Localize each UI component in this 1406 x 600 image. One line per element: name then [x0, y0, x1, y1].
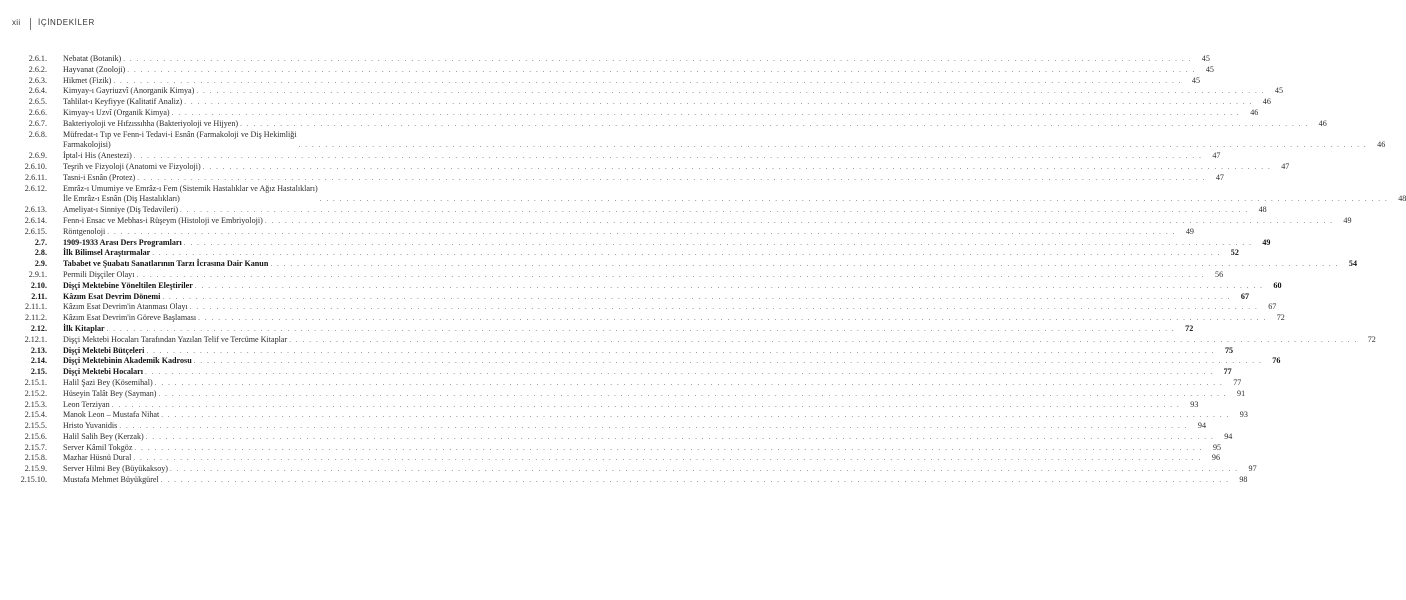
toc-entry-number: 2.6.2.: [28, 64, 47, 74]
table-of-contents: [0, 54, 1406, 486]
toc-entry-number: 2.6.4.: [28, 86, 47, 96]
toc-dot-leader: . . . . . . . . . . . . . . . . . . . . . . . . . . . . . . . . . . . . . . . . . . . . . . . . . . . . . . . . . . . . . . . . . . . . . . . . . . . . . . . . . . . . . . . . . . . . . . . . . . . . . . . . . . . . . . . . . . . . . . . . . . . . . . . . . . . . . . . . . . . . . . . . . . . . . . . . . . . . . . . .: [180, 206, 1249, 215]
toc-entry-title: Kâzım Esat Devrim'in Atanması Olayı: [63, 302, 188, 312]
toc-entry-title: İptal-i His (Anestezi): [63, 151, 132, 161]
toc-entry-page: 76: [1272, 356, 1281, 366]
toc-entry: [0, 475, 1248, 486]
toc-entry: [0, 205, 1267, 216]
toc-entry-number: 2.15.3.: [24, 399, 47, 409]
toc-entry-page: 46: [1318, 118, 1327, 128]
toc-entry-number: 2.11.2.: [25, 313, 47, 323]
toc-entry-page: 56: [1215, 269, 1224, 279]
toc-entry: [0, 129, 1386, 152]
running-header: [12, 18, 422, 32]
toc-entry-number: 2.14.: [30, 356, 47, 366]
toc-entry-number: 2.6.3.: [28, 75, 47, 85]
toc-entry-page: 49: [1185, 226, 1194, 236]
toc-entry-number: 2.15.2.: [24, 388, 47, 398]
toc-dot-leader: . . . . . . . . . . . . . . . . . . . . . . . . . . . . . . . . . . . . . . . . . . . . . . . . . . . . . . . . . . . . . . . . . . . . . . . . . . . . . . . . . . . . . . . . . . . . . . . . . . . . . . . . . . . . . . . . . . . . . . . . . . . . . . . . . . . . . . . . . . . . . . . . . . . . . . . . . . . . . . . .: [106, 324, 1176, 333]
toc-entry-number: 2.6.7.: [28, 118, 47, 128]
toc-dot-leader: . . . . . . . . . . . . . . . . . . . . . . . . . . . . . . . . . . . . . . . . . . . . . . . . . . . . . . . . . . . . . . . . . . . . . . . . . . . . . . . . . . . . . . . . . . . . . . . . . . . . . . . . . . . . . . . . . . . . . . . . . . . . . . . . . . . . . . . . . . . . . . . . . . . . . . . . . . . . . . . .: [189, 303, 1259, 312]
toc-entry: [0, 259, 1357, 270]
toc-entry-number: 2.15.1.: [24, 377, 47, 387]
toc-dot-leader: . . . . . . . . . . . . . . . . . . . . . . . . . . . . . . . . . . . . . . . . . . . . . . . . . . . . . . . . . . . . . . . . . . . . . . . . . . . . . . . . . . . . . . . . . . . . . . . . . . . . . . . . . . . . . . . . . . . . . . . . . . . . . . . . . . . . . . . . . . . . . . . . . . . . . . . . . . . . . . . .: [152, 249, 1221, 258]
toc-entry-page: 45: [1201, 54, 1210, 63]
toc-entry-number: 2.7.: [34, 237, 47, 247]
toc-dot-leader: . . . . . . . . . . . . . . . . . . . . . . . . . . . . . . . . . . . . . . . . . . . . . . . . . . . . . . . . . . . . . . . . . . . . . . . . . . . . . . . . . . . . . . . . . . . . . . . . . . . . . . . . . . . . . . . . . . . . . . . . . . . . . . . . . . . . . . . . . . . . . . . . . . . . . . . . . . . . . . . .: [137, 173, 1206, 182]
toc-entry-title: Halil Şazi Bey (Kösemihal): [63, 377, 153, 387]
toc-entry-page: 48: [1398, 194, 1406, 204]
toc-entry-title: Permili Dişçiler Olayı: [63, 269, 135, 279]
toc-dot-leader: . . . . . . . . . . . . . . . . . . . . . . . . . . . . . . . . . . . . . . . . . . . . . . . . . . . . . . . . . . . . . . . . . . . . . . . . . . . . . . . . . . . . . . . . . . . . . . . . . . . . . . . . . . . . . . . . . . . . . . . . . . . . . . . . . . . . . . . . . . . . . . . . . . . . . . . . . . . . . . . .: [145, 368, 1214, 377]
toc-entry-page: 96: [1211, 453, 1220, 463]
toc-dot-leader: . . . . . . . . . . . . . . . . . . . . . . . . . . . . . . . . . . . . . . . . . . . . . . . . . . . . . . . . . . . . . . . . . . . . . . . . . . . . . . . . . . . . . . . . . . . . . . . . . . . . . . . . . . . . . . . . . . . . . . . . . . . . . . . . . . . . . . . . . . . . . . . . . . . . . . . . . . . . . . . .: [184, 98, 1253, 107]
toc-entry-page: 49: [1343, 215, 1352, 225]
toc-entry-title: Emrâz-ı Umumiye ve Emrâz-ı Fem (Sistemik Hastalıklar ve Ağız Hastalıkları): [63, 183, 318, 193]
toc-entry: [0, 248, 1239, 259]
toc-entry: [0, 377, 1242, 389]
toc-entry: [0, 399, 1199, 411]
toc-entry-number: 2.15.8.: [24, 453, 47, 463]
toc-entry-title: Bakteriyoloji ve Hıfzıssıhha (Bakteriyoloji ve Hijyen): [63, 118, 239, 128]
toc-entry-number: 2.11.: [31, 291, 47, 301]
toc-entry-number: 2.10.: [30, 280, 47, 290]
toc-dot-leader: . . . . . . . . . . . . . . . . . . . . . . . . . . . . . . . . . . . . . . . . . . . . . . . . . . . . . . . . . . . . . . . . . . . . . . . . . . . . . . . . . . . . . . . . . . . . . . . . . . . . . . . . . . . . . . . . . . . . . . . . . . . . . . . . . . . . . . . . . . . . . . . . . . . . . . . . . . . . . . . .: [136, 270, 1206, 279]
toc-entry: [0, 431, 1233, 443]
toc-entry-number: 2.6.13.: [24, 205, 47, 215]
toc-entry: [0, 302, 1277, 313]
toc-entry-title: Kâzım Esat Devrim Dönemi: [63, 291, 161, 301]
toc-dot-leader: . . . . . . . . . . . . . . . . . . . . . . . . . . . . . . . . . . . . . . . . . . . . . . . . . . . . . . . . . . . . . . . . . . . . . . . . . . . . . . . . . . . . . . . . . . . . . . . . . . . . . . . . . . . . . . . . . . . . . . . . . . . . . . . . . . . . . . . . . . . . . . . . . . . . . . . . . . . . . . . .: [183, 238, 1253, 247]
toc-entry: [0, 313, 1285, 324]
toc-entry-page: 67: [1240, 291, 1249, 301]
toc-dot-leader: . . . . . . . . . . . . . . . . . . . . . . . . . . . . . . . . . . . . . . . . . . . . . . . . . . . . . . . . . . . . . . . . . . . . . . . . . . . . . . . . . . . . . . . . . . . . . . . . . . . . . . . . . . . . . . . . . . . . . . . . . . . . . . . . . . . . . . . . . . . . . . . . . . . . . . . . . . . . . . . .: [270, 260, 1339, 269]
toc-dot-leader: . . . . . . . . . . . . . . . . . . . . . . . . . . . . . . . . . . . . . . . . . . . . . . . . . . . . . . . . . . . . . . . . . . . . . . . . . . . . . . . . . . . . . . . . . . . . . . . . . . . . . . . . . . . . . . . . . . . . . . . . . . . . . . . . . . . . . . . . . . . . . . . . . . . . . . . . . . . . . . . .: [133, 152, 1203, 161]
toc-entry: [0, 183, 1406, 206]
toc-dot-leader: . . . . . . . . . . . . . . . . . . . . . . . . . . . . . . . . . . . . . . . . . . . . . . . . . . . . . . . . . . . . . . . . . . . . . . . . . . . . . . . . . . . . . . . . . . . . . . . . . . . . . . . . . . . . . . . . . . . . . . . . . . . . . . . . . . . . . . . . . . . . . . . . . . . . . . . . . . . . . . . .: [264, 216, 1334, 225]
toc-dot-leader: . . . . . . . . . . . . . . . . . . . . . . . . . . . . . . . . . . . . . . . . . . . . . . . . . . . . . . . . . . . . . . . . . . . . . . . . . . . . . . . . . . . . . . . . . . . . . . . . . . . . . . . . . . . . . . . . . . . . . . . . . . . . . . . . . . . . . . . . . . . . . . . . . . . . . . . . . . . . . . . .: [162, 292, 1231, 301]
header-divider: [30, 18, 31, 30]
toc-entry-number: 2.15.10.: [20, 475, 47, 485]
toc-entry: [0, 345, 1234, 357]
toc-entry-title: İlk Kitaplar: [63, 323, 105, 333]
toc-dot-leader: . . . . . . . . . . . . . . . . . . . . . . . . . . . . . . . . . . . . . . . . . . . . . . . . . . . . . . . . . . . . . . . . . . . . . . . . . . . . . . . . . . . . . . . . . . . . . . . . . . . . . . . . . . . . . . . . . . . . . . . . . . . . . . . . . . . . . . . . . . . . . . . . . . . . . . . . . . . . . . . .: [113, 76, 1182, 85]
toc-entry-page: 77: [1223, 367, 1232, 377]
toc-entry-page: 97: [1248, 464, 1257, 474]
toc-entry: [0, 86, 1283, 97]
toc-entry: [0, 269, 1224, 281]
toc-entry: [0, 464, 1257, 475]
toc-dot-leader: . . . . . . . . . . . . . . . . . . . . . . . . . . . . . . . . . . . . . . . . . . . . . . . . . . . . . . . . . . . . . . . . . . . . . . . . . . . . . . . . . . . . . . . . . . . . . . . . . . . . . . . . . . . . . . . . . . . . . . . . . . . . . . . . . . . . . . . . . . . . . . . . . . . . . . . . . . . . . . . .: [171, 108, 1241, 117]
toc-entry-number: 2.15.9.: [24, 464, 47, 474]
toc-entry-page: 54: [1348, 259, 1357, 269]
toc-entry-number: 2.6.6.: [28, 107, 47, 117]
toc-dot-leader: . . . . . . . . . . . . . . . . . . . . . . . . . . . . . . . . . . . . . . . . . . . . . . . . . . . . . . . . . . . . . . . . . . . . . . . . . . . . . . . . . . . . . . . . . . . . . . . . . . . . . . . . . . . . . . . . . . . . . . . . . . . . . . . . . . . . . . . . . . . . . . . . . . . . . . . . . . . . . . . .: [158, 389, 1228, 398]
toc-entry-number: 2.11.1.: [25, 302, 47, 312]
toc-entry: [0, 334, 1376, 346]
toc-entry: [0, 237, 1271, 249]
toc-dot-leader: . . . . . . . . . . . . . . . . . . . . . . . . . . . . . . . . . . . . . . . . . . . . . . . . . . . . . . . . . . . . . . . . . . . . . . . . . . . . . . . . . . . . . . . . . . . . . . . . . . . . . . . . . . . . . . . . . . . . . . . . . . . . . . . . . . . . . . . . . . . . . . . . . . . . . . . . . . . . . . . .: [160, 476, 1230, 485]
toc-entry-page: 94: [1197, 421, 1206, 431]
toc-entry-page: 72: [1276, 313, 1285, 323]
toc-entry: [0, 161, 1290, 173]
toc-dot-leader: . . . . . . . . . . . . . . . . . . . . . . . . . . . . . . . . . . . . . . . . . . . . . . . . . . . . . . . . . . . . . . . . . . . . . . . . . . . . . . . . . . . . . . . . . . . . . . . . . . . . . . . . . . . . . . . . . . . . . . . . . . . . . . . . . . . . . . . . . . . . . . . . . . . . . . . . . . . . . . . .: [202, 162, 1272, 171]
toc-dot-leader: . . . . . . . . . . . . . . . . . . . . . . . . . . . . . . . . . . . . . . . . . . . . . . . . . . . . . . . . . . . . . . . . . . . . . . . . . . . . . . . . . . . . . . . . . . . . . . . . . . . . . . . . . . . . . . . . . . . . . . . . . . . . . . . . . . . . . . . . . . . . . . . . . . . . . . . . . . . . . . . .: [107, 227, 1176, 236]
toc-entry-title: Hüseyin Talât Bey (Sayman): [63, 388, 157, 398]
toc-entry-page: 49: [1262, 237, 1271, 247]
toc-entry-number: 2.9.: [34, 259, 47, 269]
toc-entry-title: Kimyay-ı Gayriuzvî (Anorganik Kimya): [63, 86, 195, 96]
toc-entry-number: 2.6.12.: [24, 183, 47, 193]
toc-entry-page: 45: [1205, 64, 1214, 74]
toc-dot-leader: . . . . . . . . . . . . . . . . . . . . . . . . . . . . . . . . . . . . . . . . . . . . . . . . . . . . . . . . . . . . . . . . . . . . . . . . . . . . . . . . . . . . . . . . . . . . . . . . . . . . . . . . . . . . . . . . . . . . . . . . . . . . . . . . . . . . . . . . . . . . . . . . . . . . . . . . . . . . . . . .: [319, 195, 1389, 204]
toc-entry: [0, 291, 1249, 303]
toc-entry-title: Tahlilat-ı Keyfiyye (Kalitatif Analiz): [63, 97, 183, 107]
toc-entry: [0, 410, 1248, 421]
toc-dot-leader: . . . . . . . . . . . . . . . . . . . . . . . . . . . . . . . . . . . . . . . . . . . . . . . . . . . . . . . . . . . . . . . . . . . . . . . . . . . . . . . . . . . . . . . . . . . . . . . . . . . . . . . . . . . . . . . . . . . . . . . . . . . . . . . . . . . . . . . . . . . . . . . . . . . . . . . . . . . . . . . .: [196, 87, 1265, 96]
toc-entry-number: 2.9.1.: [28, 269, 47, 279]
toc-entry-title: Farmakolojisi): [63, 140, 111, 150]
header-title: İÇİNDEKİLER: [38, 18, 95, 27]
toc-entry-title: Müfredat-ı Tıp ve Fenn-i Tedavi-i Esnân (Farmakoloji ve Diş Hekimliği: [63, 129, 297, 139]
toc-entry-title: İle Emrâz-ı Esnân (Diş Hastalıkları): [63, 194, 180, 204]
toc-entry: [0, 442, 1222, 454]
toc-entry-number: 2.12.: [30, 323, 47, 333]
toc-dot-leader: . . . . . . . . . . . . . . . . . . . . . . . . . . . . . . . . . . . . . . . . . . . . . . . . . . . . . . . . . . . . . . . . . . . . . . . . . . . . . . . . . . . . . . . . . . . . . . . . . . . . . . . . . . . . . . . . . . . . . . . . . . . . . . . . . . . . . . . . . . . . . . . . . . . . . . . . . . . . . . . .: [193, 357, 1263, 366]
toc-dot-leader: . . . . . . . . . . . . . . . . . . . . . . . . . . . . . . . . . . . . . . . . . . . . . . . . . . . . . . . . . . . . . . . . . . . . . . . . . . . . . . . . . . . . . . . . . . . . . . . . . . . . . . . . . . . . . . . . . . . . . . . . . . . . . . . . . . . . . . . . . . . . . . . . . . . . . . . . . . . . . . . .: [240, 119, 1309, 128]
toc-entry-page: 93: [1190, 399, 1199, 409]
toc-entry-page: 45: [1274, 86, 1283, 96]
toc-entry-page: 75: [1224, 345, 1234, 355]
toc-entry-number: 2.6.11.: [25, 172, 47, 182]
toc-dot-leader: . . . . . . . . . . . . . . . . . . . . . . . . . . . . . . . . . . . . . . . . . . . . . . . . . . . . . . . . . . . . . . . . . . . . . . . . . . . . . . . . . . . . . . . . . . . . . . . . . . . . . . . . . . . . . . . . . . . . . . . . . . . . . . . . . . . . . . . . . . . . . . . . . . . . . . . . . . . . . . . .: [111, 400, 1181, 409]
toc-entry-page: 95: [1212, 442, 1222, 452]
toc-dot-leader: . . . . . . . . . . . . . . . . . . . . . . . . . . . . . . . . . . . . . . . . . . . . . . . . . . . . . . . . . . . . . . . . . . . . . . . . . . . . . . . . . . . . . . . . . . . . . . . . . . . . . . . . . . . . . . . . . . . . . . . . . . . . . . . . . . . . . . . . . . . . . . . . . . . . . . . . . . . . . . . .: [169, 465, 1239, 474]
toc-entry-page: 77: [1233, 377, 1242, 387]
toc-entry: [0, 151, 1221, 162]
toc-entry: [0, 421, 1206, 432]
toc-dot-leader: . . . . . . . . . . . . . . . . . . . . . . . . . . . . . . . . . . . . . . . . . . . . . . . . . . . . . . . . . . . . . . . . . . . . . . . . . . . . . . . . . . . . . . . . . . . . . . . . . . . . . . . . . . . . . . . . . . . . . . . . . . . . . . . . . . . . . . . . . . . . . . . . . . . . . . . . . . . . . . . .: [161, 411, 1230, 420]
toc-entry-number: 2.8.: [34, 248, 47, 258]
toc-entry-title: Dişçi Mektebi Bütçeleri: [63, 345, 145, 355]
toc-dot-leader: . . . . . . . . . . . . . . . . . . . . . . . . . . . . . . . . . . . . . . . . . . . . . . . . . . . . . . . . . . . . . . . . . . . . . . . . . . . . . . . . . . . . . . . . . . . . . . . . . . . . . . . . . . . . . . . . . . . . . . . . . . . . . . . . . . . . . . . . . . . . . . . . . . . . . . . . . . . . . . . .: [123, 55, 1192, 63]
toc-entry-title: Dişçi Mektebi Hocaları: [63, 367, 144, 377]
toc-entry-page: 72: [1185, 323, 1194, 333]
toc-entry-title: Mustafa Mehmet Büyükgürel: [63, 475, 159, 485]
toc-entry-title: Dişçi Mektebine Yöneltilen Eleştiriler: [63, 280, 193, 290]
toc-entry-title: Dişçi Mektebi Hocaları Tarafından Yazılan Telif ve Tercüme Kitaplar: [63, 334, 288, 344]
toc-entry-page: 67: [1268, 302, 1277, 312]
toc-entry-title: Ameliyat-ı Sinniye (Diş Tedavileri): [63, 205, 179, 215]
toc-entry-title: Server Hilmi Bey (Büyükaksoy): [63, 464, 168, 474]
toc-entry-title: Mazhar Hüsnü Dural: [63, 453, 132, 463]
toc-dot-leader: . . . . . . . . . . . . . . . . . . . . . . . . . . . . . . . . . . . . . . . . . . . . . . . . . . . . . . . . . . . . . . . . . . . . . . . . . . . . . . . . . . . . . . . . . . . . . . . . . . . . . . . . . . . . . . . . . . . . . . . . . . . . . . . . . . . . . . . . . . . . . . . . . . . . . . . . . . . . . . . .: [198, 314, 1267, 323]
toc-entry-number: 2.15.6.: [24, 431, 47, 441]
toc-entry-number: 2.6.1.: [28, 54, 47, 63]
toc-entry-title: Manok Leon – Mustafa Nihat: [63, 410, 160, 420]
toc-entry-page: 72: [1367, 334, 1376, 344]
toc-entry-page: 46: [1262, 97, 1271, 107]
toc-entry-page: 45: [1191, 75, 1200, 85]
toc-entry: [0, 172, 1224, 184]
toc-entry-title: Nebatat (Botanik): [63, 54, 122, 63]
toc-entry-title: Kimyay-ı Uzvî (Organik Kimya): [63, 107, 170, 117]
toc-entry-page: 46: [1250, 107, 1259, 117]
toc-dot-leader: . . . . . . . . . . . . . . . . . . . . . . . . . . . . . . . . . . . . . . . . . . . . . . . . . . . . . . . . . . . . . . . . . . . . . . . . . . . . . . . . . . . . . . . . . . . . . . . . . . . . . . . . . . . . . . . . . . . . . . . . . . . . . . . . . . . . . . . . . . . . . . . . . . . . . . . . . . . . . . . .: [145, 432, 1215, 441]
toc-entry-title: Server Kâmil Tokgöz: [63, 442, 133, 452]
toc-dot-leader: . . . . . . . . . . . . . . . . . . . . . . . . . . . . . . . . . . . . . . . . . . . . . . . . . . . . . . . . . . . . . . . . . . . . . . . . . . . . . . . . . . . . . . . . . . . . . . . . . . . . . . . . . . . . . . . . . . . . . . . . . . . . . . . . . . . . . . . . . . . . . . . . . . . . . . . . . . . . . . . .: [289, 335, 1358, 344]
toc-entry-page: 48: [1258, 205, 1267, 215]
toc-entry-title: İlk Bilimsel Araştırmalar: [63, 248, 151, 258]
toc-entry-title: Leon Terziyan: [63, 399, 110, 409]
toc-dot-leader: . . . . . . . . . . . . . . . . . . . . . . . . . . . . . . . . . . . . . . . . . . . . . . . . . . . . . . . . . . . . . . . . . . . . . . . . . . . . . . . . . . . . . . . . . . . . . . . . . . . . . . . . . . . . . . . . . . . . . . . . . . . . . . . . . . . . . . . . . . . . . . . . . . . . . . . . . . . . . . . .: [134, 443, 1204, 452]
toc-entry-page: 47: [1215, 172, 1224, 182]
header-page-number: xii: [12, 18, 21, 27]
toc-entry-page: 60: [1273, 280, 1282, 290]
toc-entry-number: 2.13.: [30, 345, 47, 355]
toc-entry: [0, 226, 1194, 238]
toc-entry: [0, 75, 1200, 87]
toc-entry-page: 46: [1377, 140, 1386, 150]
toc-entry-number: 2.15.7.: [24, 442, 47, 452]
toc-entry: [0, 280, 1282, 292]
toc-entry-title: Tababet ve Şuabatı Sanatlarının Tarzı İcrasına Dair Kanun: [63, 259, 269, 269]
toc-dot-leader: . . . . . . . . . . . . . . . . . . . . . . . . . . . . . . . . . . . . . . . . . . . . . . . . . . . . . . . . . . . . . . . . . . . . . . . . . . . . . . . . . . . . . . . . . . . . . . . . . . . . . . . . . . . . . . . . . . . . . . . . . . . . . . . . . . . . . . . . . . . . . . . . . . . . . . . . . . . . . . . .: [127, 65, 1196, 74]
toc-entry: [0, 356, 1281, 367]
toc-entry-number: 2.6.14.: [24, 215, 47, 225]
toc-dot-leader: . . . . . . . . . . . . . . . . . . . . . . . . . . . . . . . . . . . . . . . . . . . . . . . . . . . . . . . . . . . . . . . . . . . . . . . . . . . . . . . . . . . . . . . . . . . . . . . . . . . . . . . . . . . . . . . . . . . . . . . . . . . . . . . . . . . . . . . . . . . . . . . . . . . . . . . . . . . . . . . .: [154, 378, 1224, 387]
toc-entry-page: 47: [1281, 161, 1290, 171]
toc-entry: [0, 118, 1327, 130]
toc-dot-leader: . . . . . . . . . . . . . . . . . . . . . . . . . . . . . . . . . . . . . . . . . . . . . . . . . . . . . . . . . . . . . . . . . . . . . . . . . . . . . . . . . . . . . . . . . . . . . . . . . . . . . . . . . . . . . . . . . . . . . . . . . . . . . . . . . . . . . . . . . . . . . . . . . . . . . . . . . . . . . . . .: [194, 281, 1264, 290]
toc-entry: [0, 107, 1259, 119]
toc-entry-title: 1909-1933 Arası Ders Programları: [63, 237, 182, 247]
toc-entry: [0, 323, 1194, 335]
toc-entry-title: Halil Salih Bey (Kerzak): [63, 431, 144, 441]
toc-entry-title: Kâzım Esat Devrim'in Göreve Başlaması: [63, 313, 197, 323]
toc-entry-number: 2.15.: [30, 367, 47, 377]
toc-entry-page: 93: [1239, 410, 1248, 420]
toc-entry-title: Röntgenoloji: [63, 226, 106, 236]
toc-entry-title: Teşrih ve Fizyoloji (Anatomi ve Fizyoloji): [63, 161, 201, 171]
toc-entry-number: 2.15.4.: [24, 410, 47, 420]
toc-entry-title: Tasni-i Esnân (Protez): [63, 172, 136, 182]
toc-entry-title: Hayvanat (Zooloji): [63, 64, 126, 74]
toc-entry-page: 94: [1224, 431, 1233, 441]
toc-entry-page: 91: [1237, 388, 1246, 398]
toc-entry-title: Hikmet (Fizik): [63, 75, 112, 85]
toc-entry-number: 2.6.5.: [28, 97, 47, 107]
toc-entry: [0, 97, 1271, 108]
toc-entry-number: 2.6.8.: [28, 129, 47, 139]
toc-entry-number: 2.12.1.: [24, 334, 47, 344]
toc-dot-leader: . . . . . . . . . . . . . . . . . . . . . . . . . . . . . . . . . . . . . . . . . . . . . . . . . . . . . . . . . . . . . . . . . . . . . . . . . . . . . . . . . . . . . . . . . . . . . . . . . . . . . . . . . . . . . . . . . . . . . . . . . . . . . . . . . . . . . . . . . . . . . . . . . . . . . . . . . . . . . . . .: [133, 454, 1202, 463]
toc-entry: [0, 215, 1352, 227]
toc-dot-leader: . . . . . . . . . . . . . . . . . . . . . . . . . . . . . . . . . . . . . . . . . . . . . . . . . . . . . . . . . . . . . . . . . . . . . . . . . . . . . . . . . . . . . . . . . . . . . . . . . . . . . . . . . . . . . . . . . . . . . . . . . . . . . . . . . . . . . . . . . . . . . . . . . . . . . . . . . . . . . . . .: [119, 422, 1188, 431]
toc-entry-title: Hristo Yuvanidis: [63, 421, 118, 431]
toc-entry-number: 2.6.9.: [28, 151, 47, 161]
toc-entry: [0, 64, 1214, 76]
toc-entry-title: Fenn-i Ensac ve Mebhas-i Rüşeym (Histoloji ve Embriyoloji): [63, 215, 263, 225]
toc-entry-title: Dişçi Mektebinin Akademik Kadrosu: [63, 356, 192, 366]
toc-entry-page: 52: [1230, 248, 1239, 258]
toc-entry-number: 2.6.10.: [24, 161, 47, 171]
toc-entry-number: 2.6.15.: [24, 226, 47, 236]
toc-dot-leader: . . . . . . . . . . . . . . . . . . . . . . . . . . . . . . . . . . . . . . . . . . . . . . . . . . . . . . . . . . . . . . . . . . . . . . . . . . . . . . . . . . . . . . . . . . . . . . . . . . . . . . . . . . . . . . . . . . . . . . . . . . . . . . . . . . . . . . . . . . . . . . . . . . . . . . . . . . . . . . . .: [146, 346, 1216, 355]
toc-entry-page: 47: [1212, 151, 1221, 161]
toc-entry-number: 2.15.5.: [24, 421, 47, 431]
toc-entry: [0, 388, 1246, 400]
toc-entry-page: 98: [1239, 475, 1248, 485]
toc-entry: [0, 54, 1210, 65]
toc-dot-leader: . . . . . . . . . . . . . . . . . . . . . . . . . . . . . . . . . . . . . . . . . . . . . . . . . . . . . . . . . . . . . . . . . . . . . . . . . . . . . . . . . . . . . . . . . . . . . . . . . . . . . . . . . . . . . . . . . . . . . . . . . . . . . . . . . . . . . . . . . . . . . . . . . . . . . . . . . . . . . . . .: [298, 141, 1368, 150]
toc-entry: [0, 453, 1220, 464]
toc-entry: [0, 367, 1232, 378]
